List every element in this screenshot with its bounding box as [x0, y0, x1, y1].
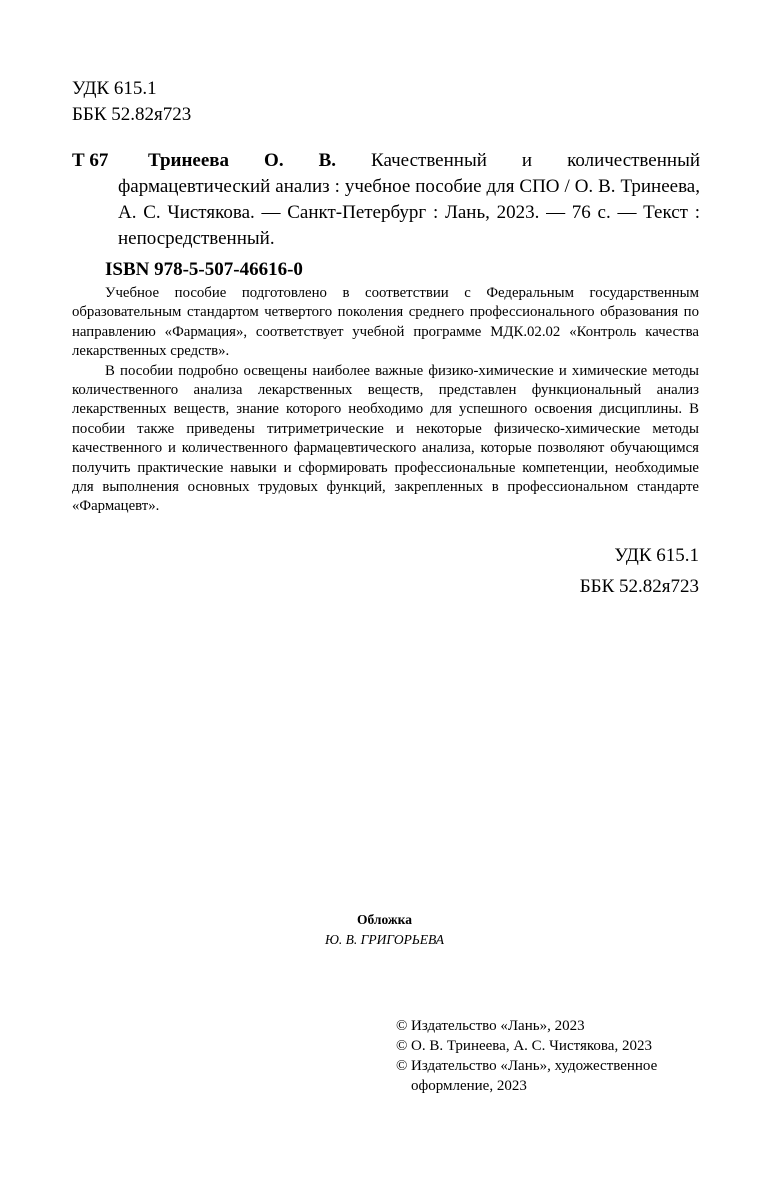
classification-header	[72, 76, 191, 128]
copyright-block	[396, 1016, 706, 1096]
author-name: Тринеева О. В.	[148, 150, 337, 171]
copyright-line	[396, 1036, 706, 1056]
copyright-text: О. В. Тринеева, А. С. Чистякова, 2023	[411, 1038, 652, 1054]
copyright-line	[396, 1056, 706, 1096]
udk-code: УДК 615.1	[72, 78, 157, 99]
annotation-paragraph: Учебное пособие подготовлено в соответствии с Федеральным государственным образовательным стандартом четвертого поколения среднего профессионального образования по направлению «Фармация», соответствует учебной программе МДК.02.02 «Контроль качества лекарственных средств».	[72, 285, 699, 360]
annotation	[72, 284, 699, 517]
copyright-symbol: ©	[396, 1058, 408, 1074]
isbn: ISBN 978-5-507-46616-0	[105, 259, 303, 280]
bibliographic-entry	[72, 148, 700, 252]
bbk-code: ББК 52.82я723	[72, 104, 192, 125]
bbk-code: ББК 52.82я723	[579, 576, 699, 597]
cover-designer: Ю. В. ГРИГОРЬЕВА	[324, 932, 445, 947]
udk-code: УДК 615.1	[614, 545, 699, 566]
cover-credit	[0, 910, 769, 950]
copyright-text: Издательство «Лань», художественное оформление, 2023	[411, 1058, 658, 1094]
copyright-symbol: ©	[396, 1038, 408, 1054]
copyright-line	[396, 1016, 706, 1036]
copyright-symbol: ©	[396, 1018, 408, 1034]
annotation-paragraph: В пособии подробно освещены наиболее важные физико-химические и химические методы количественного анализа лекарственных веществ, представлен функциональный анализ лекарственных веществ, знание которого необходимо для успешного освоения дисциплины. В пособии также приведены титриметрические и некоторые физическо-химические методы качественного и количественного фармацевтического анализа, которые позволяют обучающимся получить практические навыки и сформировать профессиональные компетенции, необходимые для выполнения основных трудовых функций, закрепленных в профессиональном стандарте «Фармацевт».	[72, 362, 699, 515]
copyright-text: Издательство «Лань», 2023	[411, 1018, 585, 1034]
bibliographic-text: Качественный и количественный фармацевтический анализ : учебное пособие для СПО / О. В. Тринеева, А. С. Чистякова. — Санкт-Петербург : Лань, 2023. — 76 с. — Текст : непосредственный.	[118, 150, 700, 249]
cover-label: Обложка	[356, 912, 412, 927]
bibliographic-description	[118, 148, 700, 252]
author-mark: Т 67	[72, 150, 109, 171]
classification-footer	[580, 540, 699, 602]
